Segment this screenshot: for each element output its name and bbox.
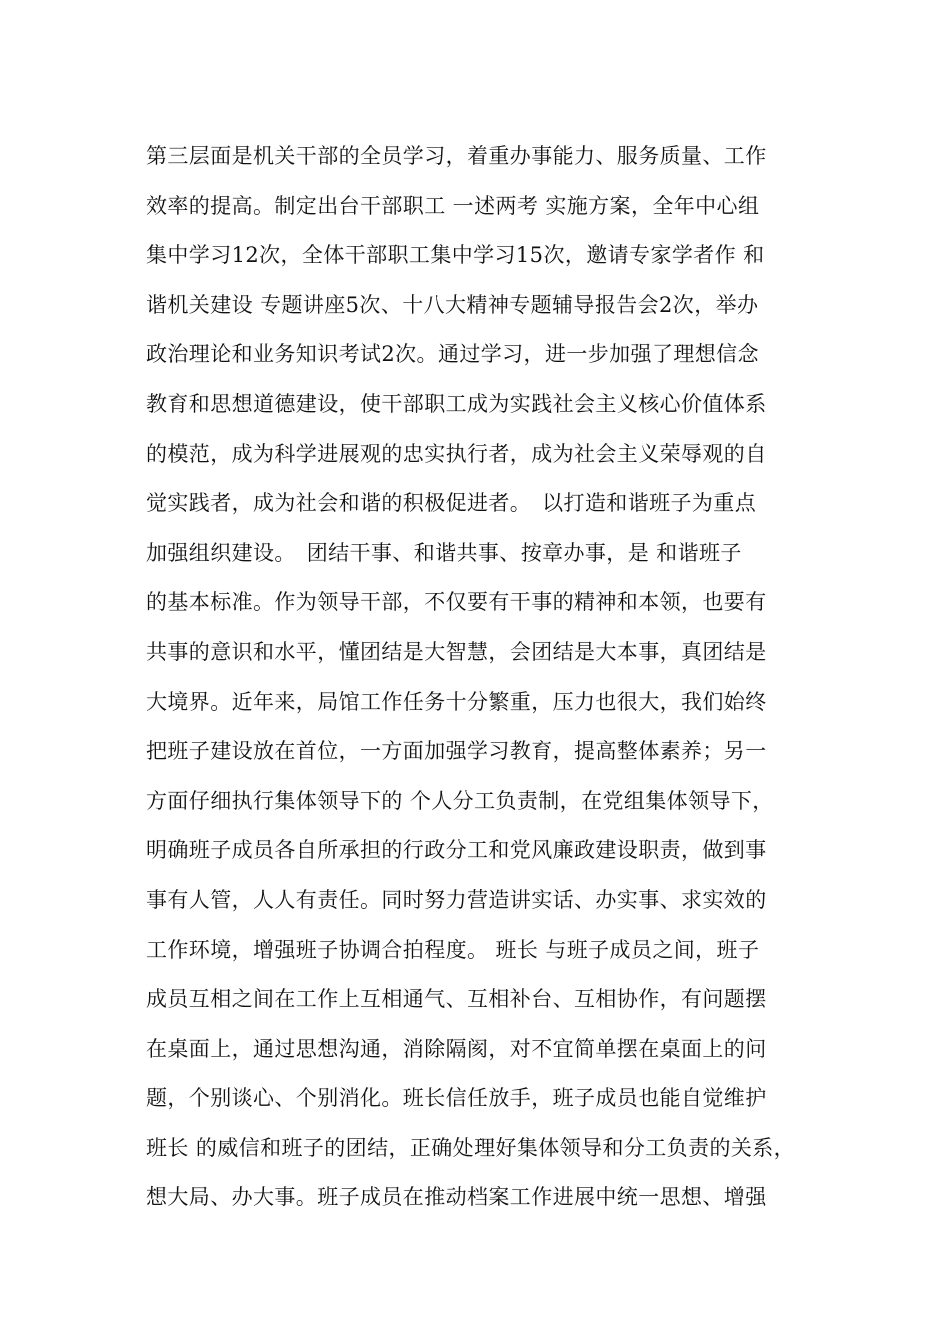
body-text bbox=[146, 132, 836, 1223]
text-line: 把班子建设放在首位，一方面加强学习教育，提高整体素养；另一 bbox=[146, 739, 767, 764]
text-line: 加强组织建设。 团结干事、和谐共事、按章办事，是 和谐班子 bbox=[146, 540, 742, 565]
text-line: 效率的提高。制定出台干部职工 一述两考 实施方案，全年中心组 bbox=[146, 193, 760, 218]
text-line: 明确班子成员各自所承担的行政分工和党风廉政建设职责，做到事 bbox=[146, 838, 767, 863]
text-line: 方面仔细执行集体领导下的 个人分工负责制，在党组集体领导下， bbox=[146, 788, 774, 813]
text-line: 第三层面是机关干部的全员学习，着重办事能力、服务质量、工作 bbox=[146, 144, 767, 168]
text-line: 教育和思想道德建设，使干部职工成为实践社会主义核心价值体系 bbox=[146, 391, 767, 416]
text-line: 在桌面上，通过思想沟通，消除隔阂，对不宜简单摆在桌面上的问 bbox=[146, 1036, 767, 1061]
text-line: 政治理论和业务知识考试2次。通过学习，进一步加强了理想信念 bbox=[146, 342, 759, 367]
text-line: 大境界。近年来，局馆工作任务十分繁重，压力也很大，我们始终 bbox=[146, 689, 767, 714]
text-line: 事有人管，人人有责任。同时努力营造讲实话、办实事、求实效的 bbox=[146, 887, 767, 912]
text-line: 集中学习12次，全体干部职工集中学习15次，邀请专家学者作 和 bbox=[146, 243, 765, 268]
text-line: 成员互相之间在工作上互相通气、互相补台、互相协作，有问题摆 bbox=[146, 987, 767, 1012]
text-line: 工作环境，增强班子协调合拍程度。 班长 与班子成员之间，班子 bbox=[146, 937, 760, 962]
text-line: 觉实践者，成为社会和谐的积极促进者。 以打造和谐班子为重点 bbox=[146, 491, 757, 516]
text-line: 谐机关建设 专题讲座5次、十八大精神专题辅导报告会2次，举办 bbox=[146, 292, 759, 317]
text-line: 班长 的威信和班子的团结，正确处理好集体领导和分工负责的关系， bbox=[146, 1135, 796, 1160]
text-line: 的模范，成为科学进展观的忠实执行者，成为社会主义荣辱观的自 bbox=[146, 441, 767, 466]
text-line: 共事的意识和水平，懂团结是大智慧，会团结是大本事，真团结是 bbox=[146, 639, 767, 664]
text-line: 题，个别谈心、个别消化。班长信任放手，班子成员也能自觉维护 bbox=[146, 1086, 767, 1111]
text-line: 的基本标准。作为领导干部，不仅要有干事的精神和本领，也要有 bbox=[146, 590, 767, 615]
text-line: 想大局、办大事。班子成员在推动档案工作进展中统一思想、增强 bbox=[146, 1185, 767, 1210]
